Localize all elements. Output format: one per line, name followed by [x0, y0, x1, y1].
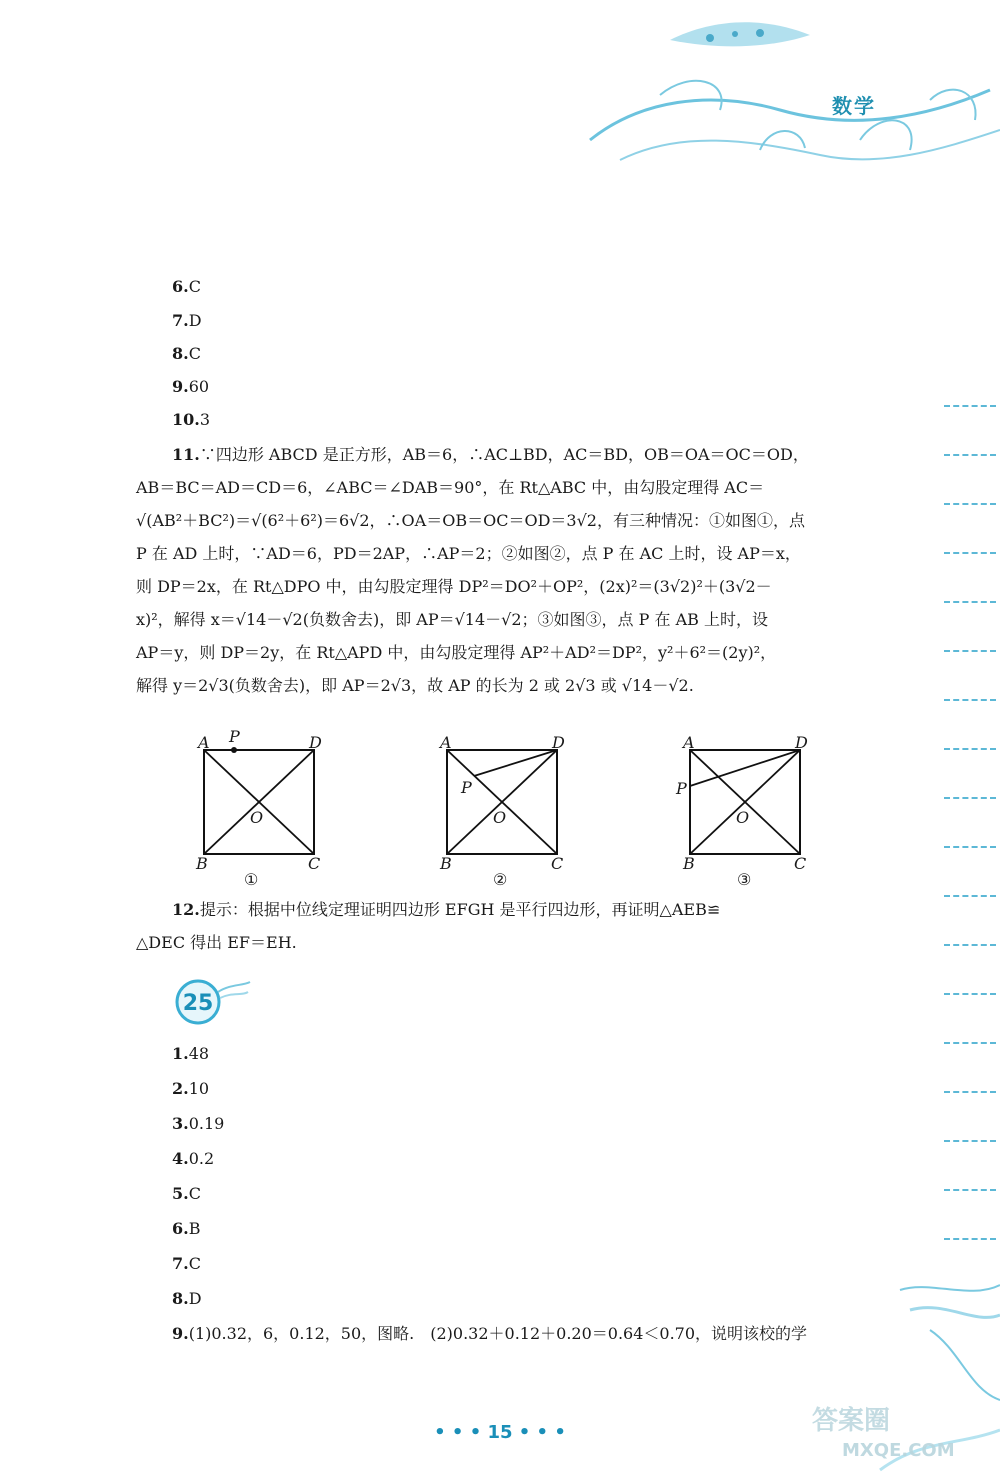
answer-item: 2.10 [172, 1079, 210, 1098]
label-A: A [683, 733, 695, 752]
figure-2 [437, 730, 597, 890]
figure-caption: ② [493, 870, 508, 889]
answer-item: 1.48 [172, 1044, 210, 1063]
figure-caption: ③ [737, 870, 752, 889]
label-D: D [795, 733, 808, 752]
answer-item: 7.D [172, 311, 202, 330]
label-P: P [461, 778, 472, 797]
label-A: A [440, 733, 452, 752]
label-D: D [309, 733, 322, 752]
answer-item: 4.0.2 [172, 1149, 215, 1168]
answer-item: 8.C [172, 344, 201, 363]
answer-item: 7.C [172, 1254, 201, 1273]
label-D: D [552, 733, 565, 752]
answer-item: 10.3 [172, 410, 211, 429]
watermark-url: MXQE.COM [842, 1440, 955, 1461]
subject-label: 数学 [832, 94, 876, 118]
label-A: A [198, 733, 210, 752]
answer-item: 8.D [172, 1289, 202, 1308]
answer-item: 5.C [172, 1184, 201, 1203]
label-P: P [676, 779, 687, 798]
header-decoration [560, 0, 1000, 190]
label-O: O [493, 808, 507, 827]
section-badge [172, 978, 252, 1028]
figure-3 [680, 730, 840, 890]
answer-item: 6.C [172, 277, 201, 296]
label-P: P [229, 727, 240, 746]
label-B: B [440, 854, 452, 873]
q9-answer: 9.(1)0.32，6，0.12，50，图略. (2)0.32＋0.12＋0.20＝0.64＜0.70，说明该校的学 [172, 1324, 808, 1343]
section-number: 25 [182, 991, 214, 1016]
figure-caption: ① [244, 870, 259, 889]
label-C: C [551, 854, 564, 873]
q11-solution: 11.∵四边形 ABCD 是正方形，AB＝6，∴AC⊥BD，AC＝BD，OB＝OA＝OC＝OD， AB＝BC＝AD＝CD＝6，∠ABC＝∠DAB＝90°，在 Rt△ABC 中，由勾股定理得 AC＝ √(AB²＋BC²)＝√(6²＋6²)＝6√2，∴OA＝OB＝OC＝OD＝3√2，有三种情况：①如图①，点 P 在 AD 上时，∵AD＝6，PD＝2AP，∴AP＝2；②如图②，点 P 在 AC 上时，设 AP＝x， 则 DP＝2x，在 Rt△DPO 中，由勾股定理得 DP²＝DO²＋OP²，(2x)²＝(3√2)²＋(3√2－ x)²，解得 x＝√14－√2(负数舍去)，即 AP＝√14－√2；③如图③，点 P 在 AB 上时，设 AP＝y，则 DP＝2y，在 Rt△APD 中，由勾股定理得 AP²＋AD²＝DP²，y²＋6²＝(2y)²， 解得 y＝2√3(负数舍去)，即 AP＝2√3，故 AP 的长为 2 或 2√3 或 √14－√2. [136, 445, 809, 695]
label-B: B [196, 854, 208, 873]
page-number: • • • 15 • • • [434, 1422, 566, 1443]
label-C: C [794, 854, 807, 873]
answer-item: 3.0.19 [172, 1114, 225, 1133]
watermark: 答案圈 [812, 1406, 891, 1436]
label-B: B [683, 854, 695, 873]
answer-item: 6.B [172, 1219, 201, 1238]
label-C: C [308, 854, 321, 873]
q12-hint: 12.提示：根据中位线定理证明四边形 EFGH 是平行四边形，再证明△AEB≌ △DEC 得出 EF＝EH. [136, 900, 721, 952]
figure-1 [194, 730, 354, 890]
label-O: O [736, 808, 750, 827]
answer-item: 9.60 [172, 377, 210, 396]
label-O: O [250, 808, 264, 827]
margin-dashes [944, 405, 996, 1287]
